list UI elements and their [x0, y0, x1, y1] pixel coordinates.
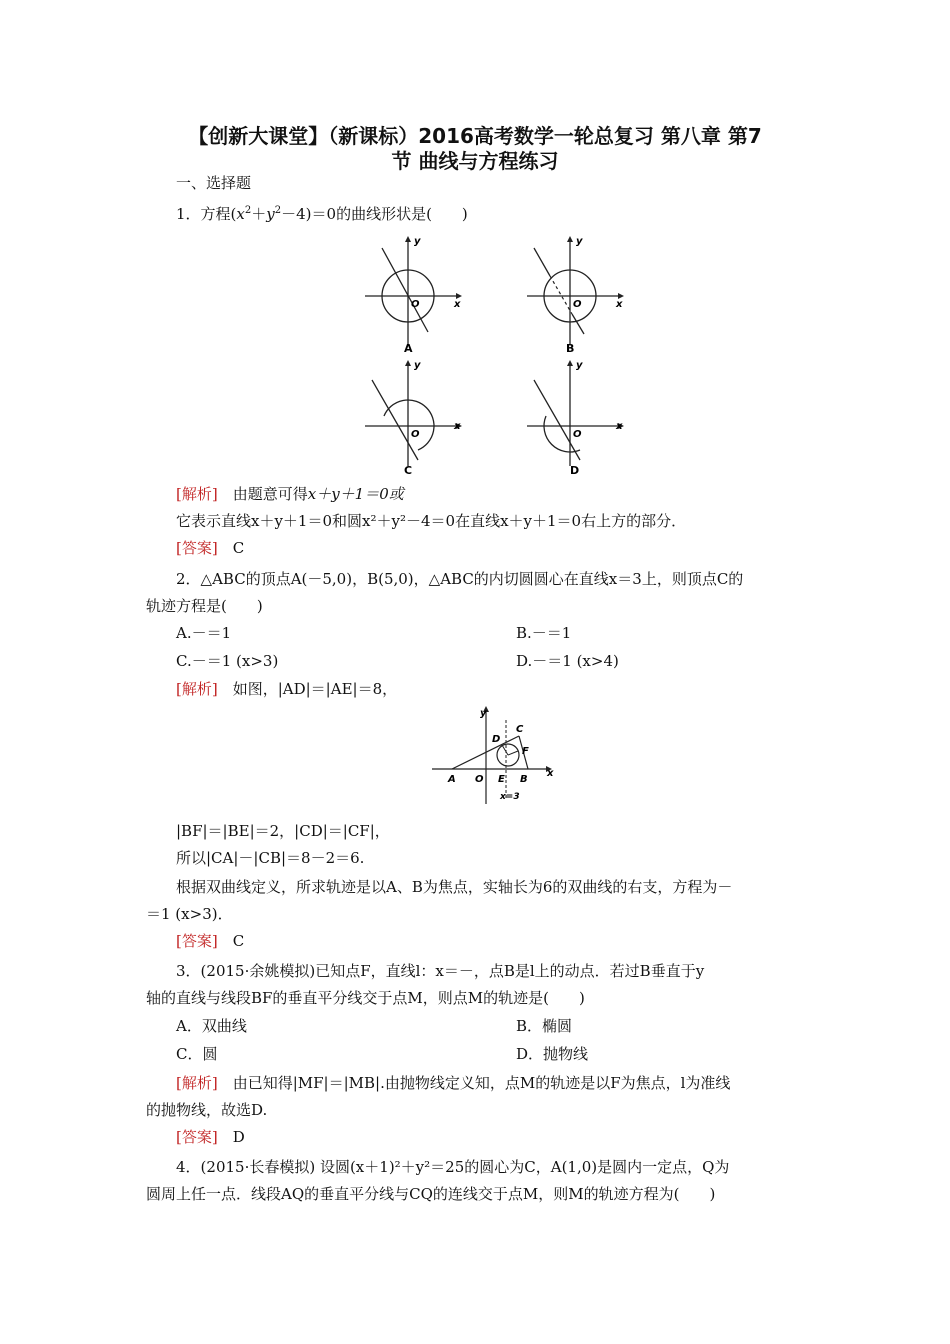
figure-label-c: C: [404, 464, 413, 477]
axis-y-label: y: [414, 236, 421, 247]
q2-c-label: C: [516, 724, 524, 735]
axis-x-label: x: [454, 421, 461, 432]
q3-option-a: A．双曲线: [176, 1017, 247, 1035]
question-3-line-2: 轴的直线与线段BF的垂直平分线交于点M，则点M的轨迹是( ): [146, 989, 585, 1007]
q2-option-d: D.－＝1 (x>4): [516, 652, 619, 670]
figure-d: [522, 356, 632, 480]
q2-solution-line-1: [解析] 如图，|AD|＝|AE|＝8，: [176, 680, 398, 698]
figure-label-a: A: [404, 342, 413, 355]
answer-tag: [答案]: [176, 932, 218, 950]
q2-solution-line-2: |BF|＝|BE|＝2，|CD|＝|CF|，: [176, 822, 390, 840]
title-line-2: 节 曲线与方程练习: [391, 149, 559, 173]
question-3-line-1: 3．(2015·余姚模拟)已知点F，直线l：x＝－，点B是l上的动点．若过B垂直于y: [176, 962, 705, 980]
figure-q2-triangle: [428, 704, 558, 808]
title-line-1: 【创新大课堂】（新课标）2016高考数学一轮总复习 第八章 第7: [188, 124, 762, 148]
jiexi-tag: [解析]: [176, 680, 218, 698]
axis-x-label: x: [616, 421, 623, 432]
q2-solution-line-5: ＝1 (x>3)．: [146, 905, 233, 923]
q2-b-label: B: [520, 774, 528, 785]
origin-label: O: [411, 429, 420, 440]
q2-d-label: D: [492, 734, 501, 745]
axis-y-label: y: [576, 360, 583, 371]
axis-x-label: x: [454, 299, 461, 310]
q2-solution-line-4: 根据双曲线定义，所求轨迹是以A、B为焦点，实轴长为6的双曲线的右支，方程为－: [176, 878, 733, 896]
q2-y-label: y: [480, 708, 487, 719]
figure-b: [522, 232, 632, 358]
page-title: [140, 124, 810, 174]
answer-tag: [答案]: [176, 1128, 218, 1146]
section-heading: 一、选择题: [176, 174, 252, 192]
q2-answer: [答案] C: [176, 932, 245, 950]
figure-a: [360, 232, 470, 358]
question-4-line-1: 4．(2015·长春模拟) 设圆(x＋1)²＋y²＝25的圆心为C，A(1,0)是圆内一定点，Q为: [176, 1158, 730, 1176]
q3-option-c: C．圆: [176, 1045, 218, 1063]
q3-answer: [答案] D: [176, 1128, 245, 1146]
question-1: 1．方程$(x^2+y^2-4)=0$的曲线形状是( ): [176, 205, 468, 223]
axis-y-label: y: [576, 236, 583, 247]
q1-answer: [答案] C: [176, 539, 245, 557]
question-2-line-2: 轨迹方程是( ): [146, 597, 263, 615]
q2-a-label: A: [448, 774, 456, 785]
axis-x-label: x: [616, 299, 623, 310]
q2-solution-line-3: 所以|CA|－|CB|＝8－2＝6.: [176, 849, 365, 867]
axis-y-label: y: [414, 360, 421, 371]
jiexi-tag: [解析]: [176, 485, 218, 503]
q3-solution-line-2: 的抛物线，故选D.: [146, 1101, 268, 1119]
question-4-line-2: 圆周上任一点．线段AQ的垂直平分线与CQ的连线交于点M，则M的轨迹方程为( ): [146, 1185, 716, 1203]
q2-e-label: E: [498, 774, 505, 785]
q3-solution-line-1: [解析] 由已知得|MF|＝|MB|.由抛物线定义知，点M的轨迹是以F为焦点，l为准线: [176, 1074, 731, 1092]
q1-solution-line-1: [解析] 由题意可得x＋y＋1＝0或: [176, 485, 404, 503]
origin-label: O: [573, 429, 582, 440]
q2-o-label: O: [475, 774, 484, 785]
q2-option-a: A.－＝1: [176, 624, 232, 642]
figure-label-d: D: [570, 464, 580, 477]
q2-f-label: F: [522, 746, 529, 757]
q2-option-b: B.－＝1: [516, 624, 572, 642]
answer-tag: [答案]: [176, 539, 218, 557]
q3-option-d: D．抛物线: [516, 1045, 589, 1063]
question-2-line-1: 2．△ABC的顶点A(－5,0)，B(5,0)，△ABC的内切圆圆心在直线x＝3上，则顶点C的: [176, 570, 744, 588]
q3-option-b: B．椭圆: [516, 1017, 573, 1035]
figure-c: [360, 356, 470, 480]
jiexi-tag: [解析]: [176, 1074, 218, 1092]
origin-label: O: [411, 299, 420, 310]
origin-label: O: [573, 299, 582, 310]
q1-solution-line-2: 它表示直线x＋y＋1＝0和圆x²＋y²－4＝0在直线x＋y＋1＝0右上方的部分．: [176, 512, 687, 530]
figure-label-b: B: [566, 342, 575, 355]
q2-line-label: x=3: [500, 792, 520, 802]
q2-option-c: C.－＝1 (x>3): [176, 652, 279, 670]
q2-x-label: x: [547, 768, 554, 779]
